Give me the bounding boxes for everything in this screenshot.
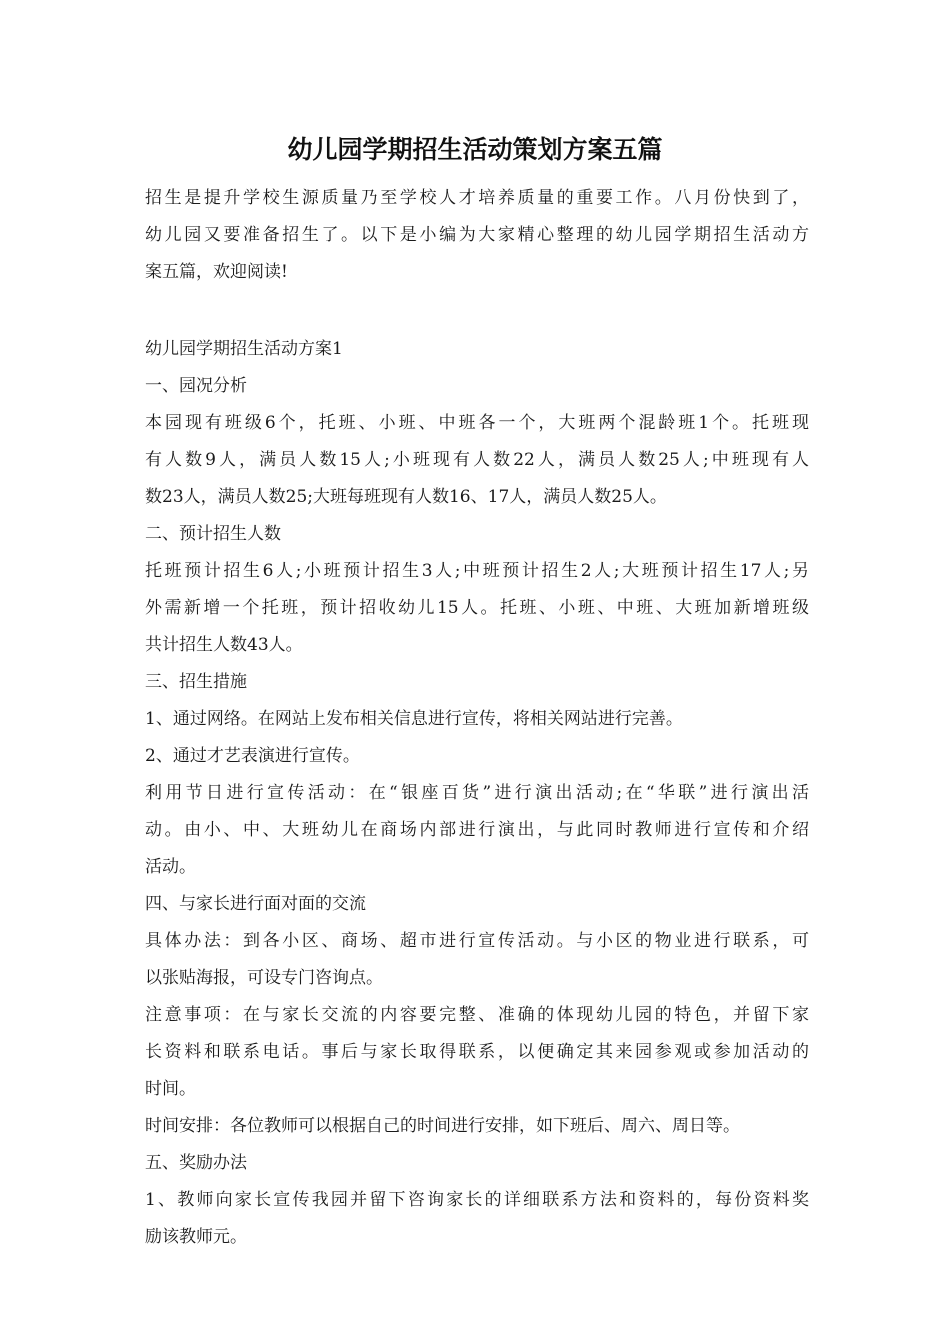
- text-line: 时间安排：各位教师可以根据自己的时间进行安排，如下班后、周六、周日等。: [145, 1116, 740, 1136]
- document-title: 幼儿园学期招生活动策划方案五篇: [287, 135, 663, 164]
- text-line: 以张贴海报，可设专门咨询点。: [145, 968, 383, 988]
- subsection-heading: 四、与家长进行面对面的交流: [145, 894, 366, 914]
- text-line: 托班预计招生6人;小班预计招生3人;中班预计招生2人;大班预计招生17人;另: [145, 561, 809, 581]
- plan-section: [145, 331, 809, 1256]
- text-line: 案五篇，欢迎阅读!: [145, 262, 288, 282]
- text-line: 1、通过网络。在网站上发布相关信息进行宣传，将相关网站进行完善。: [145, 709, 683, 729]
- subsection-heading: 五、奖励办法: [145, 1153, 247, 1173]
- subsection-heading: 一、园况分析: [145, 376, 247, 396]
- subsection-heading: 二、预计招生人数: [145, 524, 281, 544]
- intro-paragraph: [145, 180, 809, 291]
- text-line: 具体办法：到各小区、商场、超市进行宣传活动。与小区的物业进行联系，可: [145, 931, 809, 951]
- section-heading: 幼儿园学期招生活动方案1: [145, 339, 343, 359]
- text-line: 外需新增一个托班，预计招收幼儿15人。托班、小班、中班、大班加新增班级: [145, 598, 809, 618]
- text-line: 数23人，满员人数25;大班每班现有人数16、17人，满员人数25人。: [145, 487, 667, 507]
- text-line: 活动。: [145, 857, 196, 877]
- text-line: 时间。: [145, 1079, 196, 1099]
- text-line: 长资料和联系电话。事后与家长取得联系，以便确定其来园参观或参加活动的: [145, 1042, 809, 1062]
- text-line: 1、教师向家长宣传我园并留下咨询家长的详细联系方法和资料的，每份资料奖: [145, 1190, 809, 1210]
- subsection-heading: 三、招生措施: [145, 672, 247, 692]
- text-line: 共计招生人数43人。: [145, 635, 303, 655]
- text-line: 动。由小、中、大班幼儿在商场内部进行演出，与此同时教师进行宣传和介绍: [145, 820, 809, 840]
- text-line: 有人数9人，满员人数15人;小班现有人数22人，满员人数25人;中班现有人: [145, 450, 809, 470]
- text-line: 招生是提升学校生源质量乃至学校人才培养质量的重要工作。八月份快到了，: [145, 188, 809, 208]
- text-line: 注意事项：在与家长交流的内容要完整、准确的体现幼儿园的特色，并留下家: [145, 1005, 809, 1025]
- document-body: [145, 180, 809, 1256]
- text-line: 励该教师元。: [145, 1227, 247, 1247]
- paragraph-gap: [145, 291, 809, 331]
- text-line: 利用节日进行宣传活动：在“银座百货”进行演出活动;在“华联”进行演出活: [145, 783, 809, 803]
- text-line: 2、通过才艺表演进行宣传。: [145, 746, 360, 766]
- text-line: 幼儿园又要准备招生了。以下是小编为大家精心整理的幼儿园学期招生活动方: [145, 225, 809, 245]
- text-line: 本园现有班级6个，托班、小班、中班各一个，大班两个混龄班1个。托班现: [145, 413, 809, 433]
